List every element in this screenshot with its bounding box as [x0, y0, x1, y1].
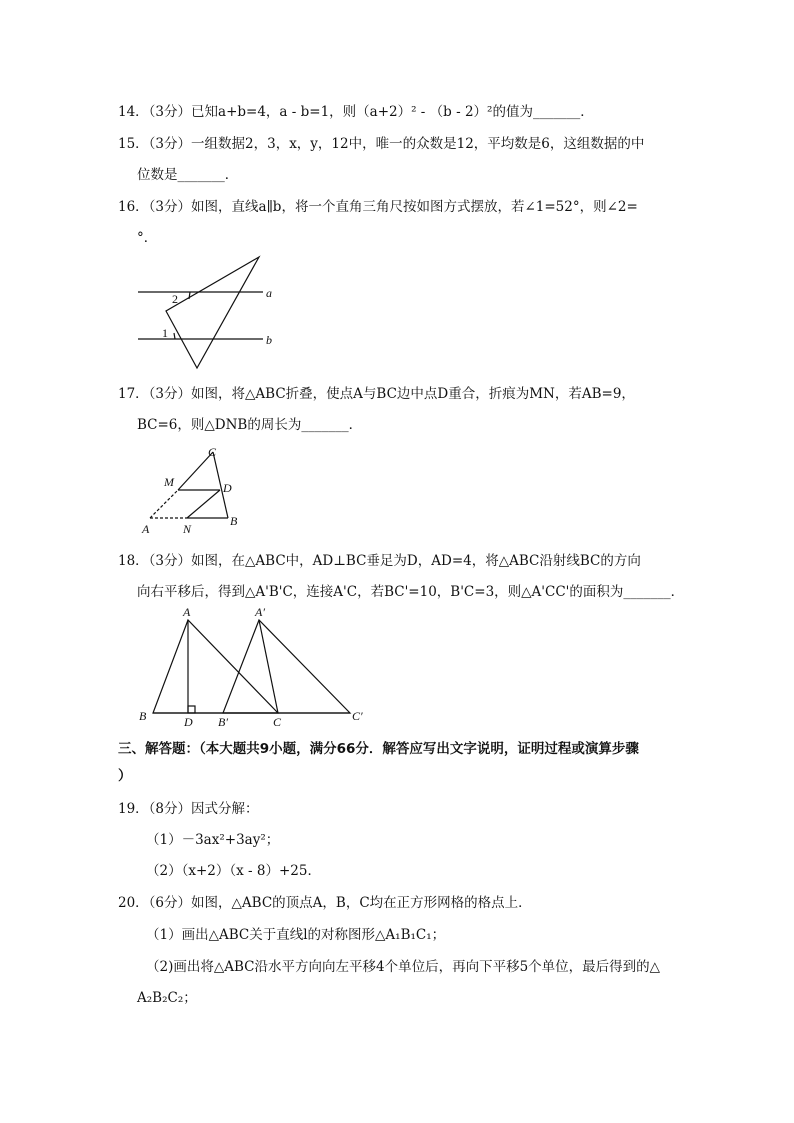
figure-translated-triangles — [135, 603, 375, 728]
label-B: B — [230, 514, 238, 528]
angle-1-mark — [174, 333, 175, 339]
label-B: B — [139, 709, 147, 723]
label-B-prime: B′ — [218, 715, 228, 729]
label-A-prime: A′ — [255, 605, 265, 619]
triangle-ABC — [153, 620, 278, 713]
problem-16-text-line2: °． — [137, 230, 158, 246]
label-C: C — [208, 445, 217, 459]
figure-folded-triangle — [138, 443, 248, 538]
segment-A2C — [259, 620, 278, 713]
label-N: N — [183, 522, 192, 536]
label-A: A — [183, 605, 191, 619]
problem-18-text-line2: 向右平移后，得到△A'B'C，连接A'C，若BC'=10，B'C=3，则△A'CC'的面积为_______． — [137, 584, 685, 600]
problem-17-text-line1: 17．（3分）如图，将△ABC折叠，使点A与BC边中点D重合，折痕为MN，若AB=9， — [118, 386, 635, 402]
problem-19-title: 19．（8分）因式分解： — [118, 801, 259, 817]
label-angle-1: 1 — [162, 326, 168, 340]
right-angle-mark — [188, 706, 195, 713]
figure-parallel-lines-triangle — [135, 255, 285, 373]
label-C-prime: C′ — [352, 709, 363, 723]
problem-18-text-line1: 18．（3分）如图，在△ABC中，AD⊥BC垂足为D，AD=4，将△ABC沿射线BC的方向 — [118, 553, 641, 569]
problem-17-text-line2: BC=6，则△DNB的周长为_______． — [137, 417, 363, 433]
problem-20-item-2: （2)画出将△ABC沿水平方向向左平移4个单位后，再向下平移5个单位，最后得到的△ — [146, 959, 661, 975]
segment-DN — [187, 490, 220, 518]
label-D: D — [223, 481, 232, 495]
problem-15-text-line2: 位数是_______． — [137, 167, 239, 183]
label-b: b — [266, 333, 272, 347]
label-A: A — [142, 522, 150, 536]
triangle-A2B2C2 — [223, 620, 350, 713]
label-a: a — [266, 286, 272, 300]
section-3-heading-line2: ） — [118, 768, 132, 784]
problem-19-item-1: （1）－3ax²+3ay²； — [146, 832, 280, 848]
problem-20-item-3: A₂B₂C₂； — [137, 990, 197, 1006]
problem-16-text-line1: 16．（3分）如图，直线a∥b，将一个直角三角尺按如图方式摆放，若∠1=52°，则∠2= — [118, 199, 638, 215]
problem-15-text-line1: 15．（3分）一组数据2，3，x，y，12中，唯一的众数是12，平均数是6，这组数据的中 — [118, 136, 645, 152]
label-angle-2: 2 — [172, 292, 178, 306]
problem-19-item-2: （2）（x+2）（x - 8）+25． — [146, 863, 321, 879]
label-C: C — [273, 715, 282, 729]
label-M: M — [164, 475, 174, 489]
segment-AM-dashed — [150, 490, 178, 518]
set-square-triangle — [166, 257, 259, 368]
problem-20-item-1: （1）画出△ABC关于直线l的对称图形△A₁B₁C₁； — [146, 927, 446, 943]
angle-2-mark — [189, 292, 190, 299]
problem-20-title: 20．（6分）如图，△ABC的顶点A，B，C均在正方形网格的格点上． — [118, 895, 532, 911]
problem-14-text: 14．（3分）已知a+b=4，a - b=1，则（a+2）² - （b - 2）²的值为_______． — [118, 104, 594, 120]
label-D: D — [184, 715, 193, 729]
section-3-heading-line1: 三、解答题：（本大题共9小题，满分66分．解答应写出文字说明，证明过程或演算步骤 — [118, 741, 639, 757]
